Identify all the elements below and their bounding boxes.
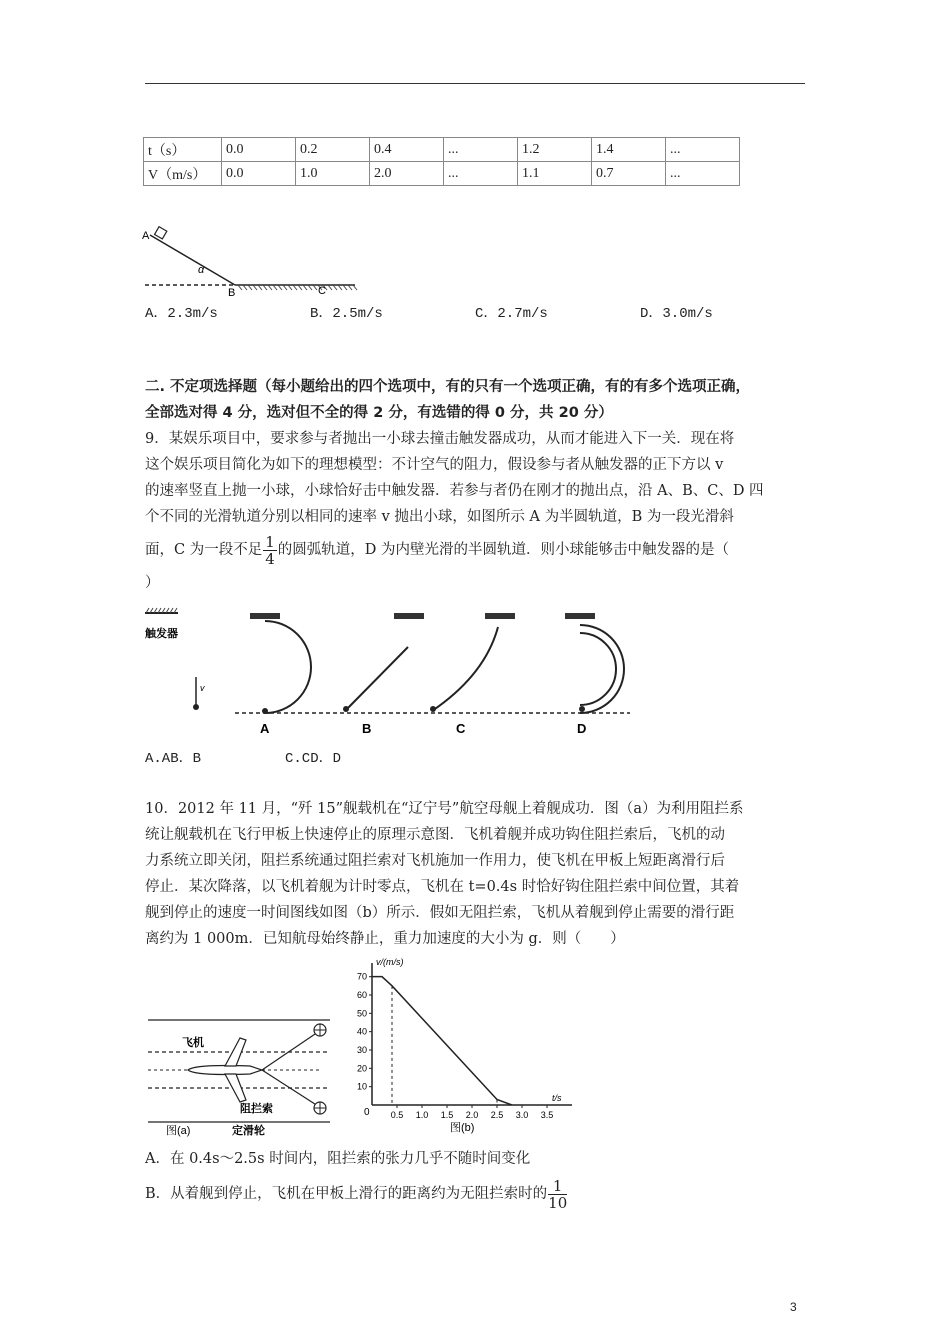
q10-line6: 离约为 1 000m．已知航母始终静止，重力加速度的大小为 g．则（ ） xyxy=(145,931,625,947)
q9-line6: ） xyxy=(145,575,160,591)
trigger-d xyxy=(565,613,595,619)
fraction-numerator: 1 xyxy=(265,532,275,551)
y-tick-label: 10 xyxy=(356,1081,367,1092)
table-cell: ... xyxy=(444,138,518,162)
q9-line1: 9．某娱乐项目中，要求参与者抛出一小球去撞击触发器成功，从而才能进入下一关．现在将 xyxy=(145,431,735,447)
trigger-a xyxy=(250,613,280,619)
y-tick-label: 40 xyxy=(356,1026,367,1037)
page-number: 3 xyxy=(790,1300,797,1314)
y-tick-label: 30 xyxy=(356,1045,367,1055)
plane-label: 飞机 xyxy=(182,1037,204,1049)
table-row xyxy=(144,138,740,162)
x-tick-label: 3.5 xyxy=(540,1110,554,1120)
figure-a-caption: 图(a) xyxy=(166,1125,191,1137)
table-cell: 0.7 xyxy=(592,162,666,186)
q8-option-a[interactable]: A．2.3m/s xyxy=(145,306,218,322)
label-a: A xyxy=(142,230,150,242)
fraction-denominator: 4 xyxy=(265,549,275,568)
q10-line4: 停止．某次降落，以飞机着舰为计时零点，飞机在 t=0.4s 时恰好钩住阻拦索中间位置，其着 xyxy=(145,879,740,895)
q9-line2: 这个娱乐项目简化为如下的理想模型：不计空气的阻力，假设参与者从触发器的正下方以 v xyxy=(145,457,724,473)
label-c: C xyxy=(456,721,466,736)
y-tick-label: 70 xyxy=(356,971,367,982)
x-tick-label: 3.0 xyxy=(515,1110,529,1120)
table-cell: 1.1 xyxy=(518,162,592,186)
v-label: v xyxy=(200,683,205,693)
q10-line3: 力系统立即关闭，阻拦系统通过阻拦索对飞机施加一作用力，使飞机在甲板上短距离滑行后 xyxy=(145,853,725,869)
cable-label: 阻拦索 xyxy=(240,1103,273,1115)
table-cell: 1.4 xyxy=(592,138,666,162)
x-tick-label: 0.5 xyxy=(390,1110,404,1120)
q8-option-d[interactable]: D．3.0m/s xyxy=(640,306,713,322)
q10-option-b[interactable] xyxy=(145,1176,568,1212)
table-cell: 0.0 xyxy=(222,138,296,162)
label-b: B xyxy=(362,721,372,736)
q9-line5-pre: 面，C 为一段不足 xyxy=(145,542,263,558)
q10-line1: 10．2012 年 11 月，“歼 15”舰载机在“辽宁号”航空母舰上着舰成功．图（a）为利用阻拦系 xyxy=(145,801,744,817)
table-cell: ... xyxy=(444,162,518,186)
table-cell: 0.2 xyxy=(296,138,370,162)
table-cell: ... xyxy=(666,138,740,162)
fraction-numerator: 1 xyxy=(548,1178,567,1195)
x-tick-label: 1.0 xyxy=(415,1110,429,1120)
label-c: C xyxy=(318,285,326,297)
figure-b-caption: 图(b) xyxy=(450,1122,475,1134)
table-cell: 0.4 xyxy=(370,138,444,162)
q10-option-a[interactable]: A．在 0.4s～2.5s 时间内，阻拦索的张力几乎不随时间变化 xyxy=(145,1151,531,1167)
trigger-label: 触发器 xyxy=(145,628,178,640)
q9-line5-post: 的圆弧轨道，D 为内壁光滑的半圆轨道．则小球能够击中触发器的是（ xyxy=(277,542,729,558)
table-cell: 1.0 xyxy=(296,162,370,186)
header-rule xyxy=(145,83,805,84)
fraction-denominator: 10 xyxy=(548,1193,568,1212)
table-cell: 1.2 xyxy=(518,138,592,162)
block-icon xyxy=(155,227,167,239)
slope-figure xyxy=(140,225,360,300)
table-cell: 0.0 xyxy=(222,162,296,186)
q9-line4: 个不同的光滑轨道分别以相同的速率 v 抛出小球，如图所示 A 为半圆轨道，B 为一段光滑斜 xyxy=(145,509,734,525)
x-tick-label: 1.5 xyxy=(440,1110,454,1120)
label-b: B xyxy=(228,287,236,299)
label-d: D xyxy=(577,721,587,736)
table-row xyxy=(144,162,740,186)
q10-line2: 统让舰载机在飞行甲板上快速停止的原理示意图．飞机着舰并成功钩住阻拦索后，飞机的动 xyxy=(145,827,725,843)
track-figure xyxy=(140,605,640,740)
section2-heading-1: 二. 不定项选择题（每小题给出的四个选项中，有的只有一个选项正确，有的有多个选项正确， xyxy=(145,379,751,395)
q10-line5: 舰到停止的速度一时间图线如图（b）所示．假如无阻拦索，飞机从着舰到停止需要的滑行距 xyxy=(145,905,735,921)
section2-heading-2: 全部选对得 4 分，选对但不全的得 2 分，有选错的得 0 分，共 20 分） xyxy=(145,405,613,421)
label-alpha: α xyxy=(198,264,205,276)
arrester-figure xyxy=(140,1010,340,1140)
series-line xyxy=(372,977,512,1105)
y-tick-label: 50 xyxy=(356,1008,367,1019)
label-a: A xyxy=(260,721,270,736)
trigger-b xyxy=(394,613,424,619)
table-cell: ... xyxy=(666,162,740,186)
table-cell: t（s） xyxy=(144,138,222,162)
q8-option-c[interactable]: C．2.7m/s xyxy=(475,306,548,322)
pulley-label: 定滑轮 xyxy=(232,1125,265,1137)
origin-label: 0 xyxy=(364,1107,370,1118)
y-tick-label: 60 xyxy=(356,990,367,1000)
velocity-table xyxy=(143,137,740,186)
q9-line3: 的速率竖直上抛一小球，小球恰好击中触发器．若参与者仍在刚才的抛出点，沿 A、B、C、D 四 xyxy=(145,483,764,499)
q9-options[interactable]: A.AB．B C.CD．D xyxy=(145,751,342,767)
x-axis-label: t/s xyxy=(552,1093,562,1103)
x-tick-label: 2.5 xyxy=(490,1110,504,1120)
x-tick-label: 2.0 xyxy=(465,1110,479,1120)
q8-option-b[interactable]: B．2.5m/s xyxy=(310,306,383,322)
y-tick-label: 20 xyxy=(356,1063,367,1074)
velocity-time-chart xyxy=(340,955,580,1140)
q10-option-b-text: B．从着舰到停止，飞机在甲板上滑行的距离约为无阻拦索时的 xyxy=(145,1186,548,1202)
table-cell: 2.0 xyxy=(370,162,444,186)
y-axis-label: v/(m/s) xyxy=(376,957,404,967)
q9-line5 xyxy=(145,532,729,568)
fraction xyxy=(263,534,277,567)
table-cell: V（m/s） xyxy=(144,162,222,186)
trigger-c xyxy=(485,613,515,619)
fraction xyxy=(548,1178,567,1211)
